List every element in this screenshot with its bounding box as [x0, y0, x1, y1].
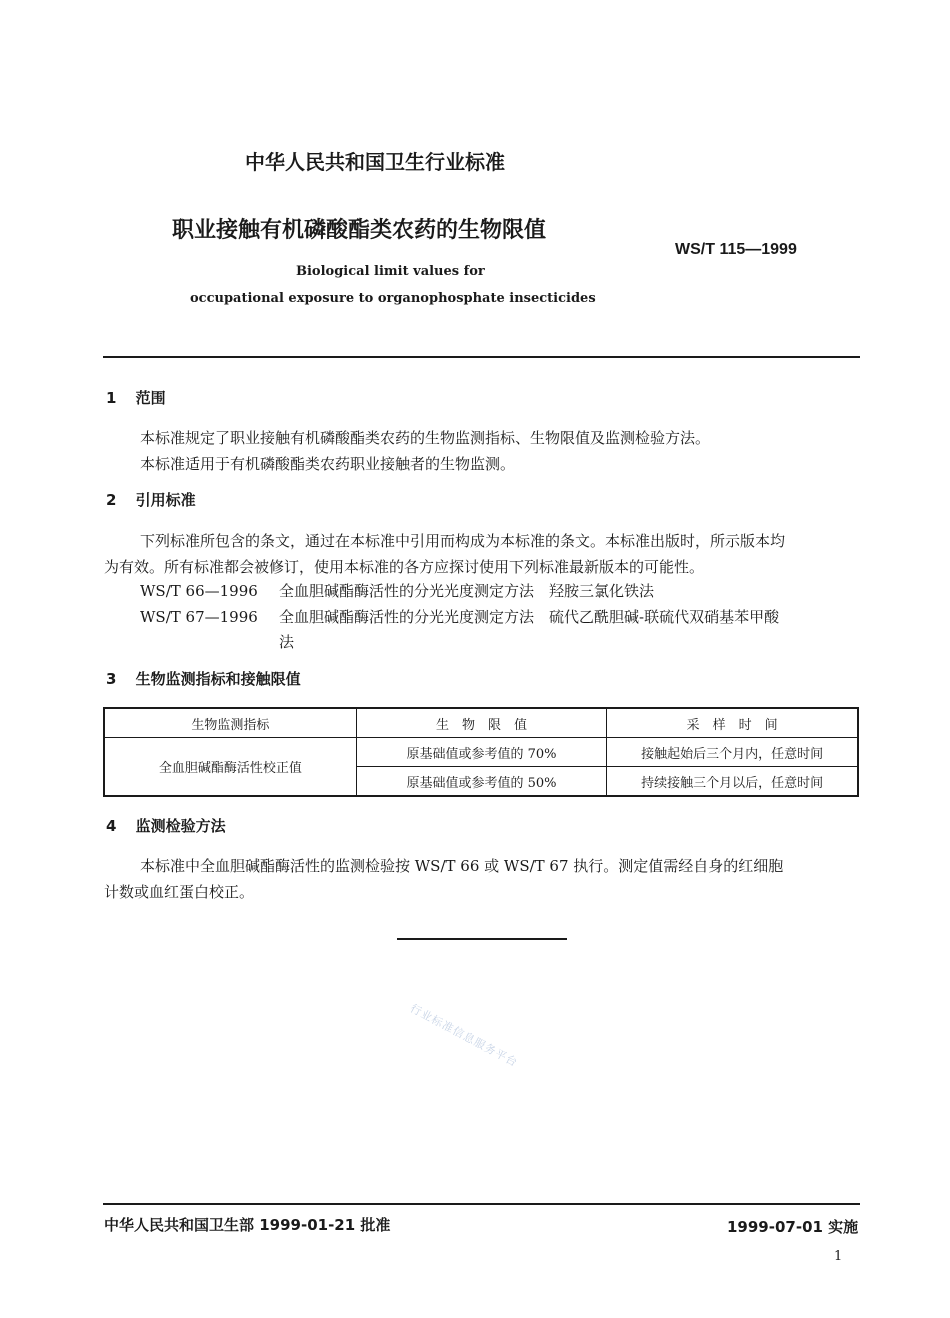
section-1-number: 1 — [106, 389, 117, 407]
issuer-title: 中华人民共和国卫生行业标准 — [245, 150, 505, 174]
approval-line: 中华人民共和国卫生部 1999-01-21 批准 — [104, 1216, 391, 1234]
page-number: 1 — [834, 1249, 843, 1264]
table-row — [104, 738, 858, 767]
section-4-number: 4 — [106, 817, 117, 835]
table-header-row — [104, 708, 858, 738]
section-1-paragraph-1: 本标准规定了职业接触有机磷酸酯类农药的生物监测指标、生物限值及监测检验方法。 — [140, 429, 711, 447]
section-3-heading — [106, 668, 301, 689]
section-3-number: 3 — [106, 670, 117, 688]
watermark: 行业标准信息服务平台 — [407, 1001, 521, 1070]
reference-1-title: 全血胆碱酯酶活性的分光光度测定方法 羟胺三氯化铁法 — [279, 582, 655, 600]
standard-title-en-line2: occupational exposure to organophosphate insecticides — [190, 291, 596, 306]
section-1-paragraph-2: 本标准适用于有机磷酸酯类农药职业接触者的生物监测。 — [140, 455, 516, 473]
section-2-heading — [106, 489, 196, 510]
indicator-cell: 全血胆碱酯酶活性校正值 — [104, 738, 356, 797]
effective-date: 1999-07-01 实施 — [727, 1218, 859, 1236]
reference-2-title: 全血胆碱酯酶活性的分光光度测定方法 硫代乙酰胆碱-联硫代双硝基苯甲酸 — [279, 608, 780, 626]
section-4-title: 监测检验方法 — [135, 817, 226, 835]
header-sampling-time: 采 样 时 间 — [607, 708, 858, 738]
standard-title-cn: 职业接触有机磷酸酯类农药的生物限值 — [172, 218, 547, 243]
end-of-text-rule — [397, 938, 567, 940]
sampling-time-cell: 接触起始后三个月内，任意时间 — [607, 738, 858, 767]
biological-limits-table — [103, 707, 859, 797]
section-2-paragraph-line-1: 下列标准所包含的条文，通过在本标准中引用而构成为本标准的条文。本标准出版时，所示版本均 — [140, 532, 786, 550]
section-2-title: 引用标准 — [135, 491, 196, 509]
section-4-heading — [106, 815, 226, 836]
standard-title-en-line1: Biological limit values for — [296, 264, 485, 279]
section-4-paragraph-line-1: 本标准中全血胆碱酯酶活性的监测检验按 WS/T 66 或 WS/T 67 执行。测定值需经自身的红细胞 — [140, 857, 784, 875]
reference-1-code: WS/T 66—1996 — [140, 582, 258, 600]
header-indicator: 生物监测指标 — [104, 708, 356, 738]
section-1-heading — [106, 387, 166, 408]
header-limit: 生 物 限 值 — [356, 708, 606, 738]
section-2-paragraph-line-2: 为有效。所有标准都会被修订，使用本标准的各方应探讨使用下列标准最新版本的可能性。 — [104, 558, 705, 576]
section-4-paragraph-line-2: 计数或血红蛋白校正。 — [104, 883, 255, 901]
section-1-title: 范围 — [135, 389, 166, 407]
reference-2-code: WS/T 67—1996 — [140, 608, 258, 626]
sampling-time-cell: 持续接触三个月以后，任意时间 — [607, 767, 858, 797]
limit-cell: 原基础值或参考值的 70% — [356, 738, 606, 767]
header-divider — [103, 356, 860, 358]
section-2-number: 2 — [106, 491, 117, 509]
footer-divider — [103, 1203, 860, 1205]
limit-cell: 原基础值或参考值的 50% — [356, 767, 606, 797]
standard-number: WS/T 115—1999 — [675, 241, 797, 258]
section-3-title: 生物监测指标和接触限值 — [135, 670, 301, 688]
reference-2-title-continuation: 法 — [279, 633, 295, 651]
